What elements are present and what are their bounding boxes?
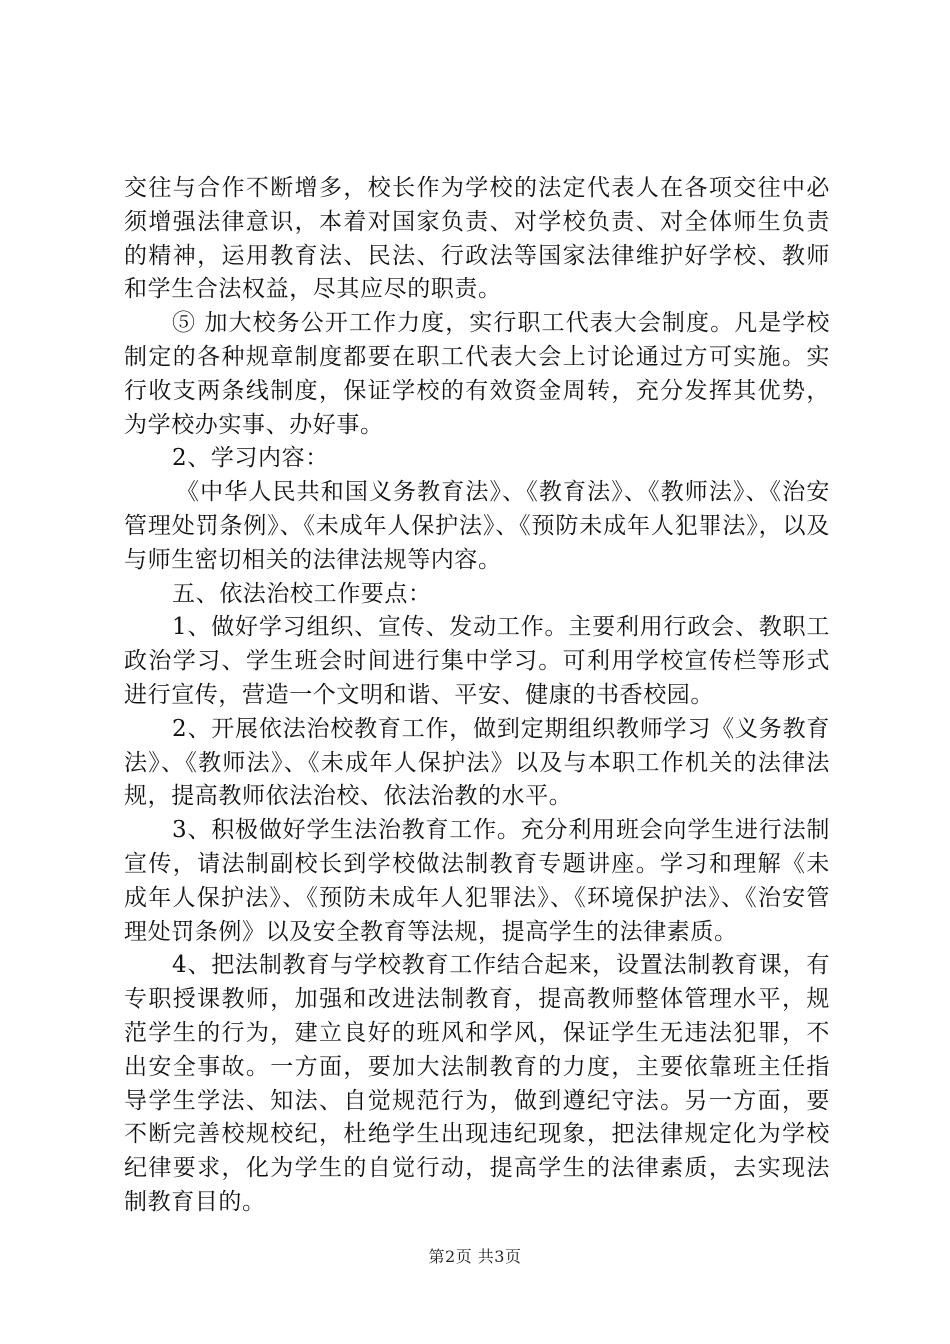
section-heading-5: 五、依法治校工作要点： — [172, 580, 432, 607]
document-body — [124, 172, 830, 1220]
paragraph-point-2: 2、开展依法治校教育工作，做到定期组织教师学习《义务教育法》、《教师法》、《未成年人保护法》以及与本职工作机关的法律法规，提高教师依法治校、依法治教的水平。 — [124, 715, 830, 810]
paragraph-item-5: ⑤ 加大校务公开工作力度，实行职工代表大会制度。凡是学校制定的各种规章制度都要在职工代表大会上讨论通过方可实施。实行收支两条线制度，保证学校的有效资金周转，充分发挥其优势，为学校办实事、办好事。 — [124, 310, 830, 438]
paragraph-law-list: 《中华人民共和国义务教育法》、《教育法》、《教师法》、《治安管理处罚条例》、《未成年人保护法》、《预防未成年人犯罪法》，以及与师生密切相关的法律法规等内容。 — [124, 479, 830, 573]
paragraph-point-3: 3、积极做好学生法治教育工作。充分利用班会向学生进行法制宣传，请法制副校长到学校做法制教育专题讲座。学习和理解《未成年人保护法》、《预防未成年人犯罪法》、《环境保护法》、《治安管理处罚条例》以及安全教育等法规，提高学生的法律素质。 — [124, 817, 830, 945]
page-footer: 第2页 共3页 — [428, 1247, 522, 1266]
paragraph-continuation: 交往与合作不断增多，校长作为学校的法定代表人在各项交往中必须增强法律意识，本着对国家负责、对学校负责、对全体师生负责的精神，运用教育法、民法、行政法等国家法律维护好学校、教师和学生合法权益，尽其应尽的职责。 — [124, 175, 830, 303]
paragraph-point-4: 4、把法制教育与学校教育工作结合起来，设置法制教育课，有专职授课教师，加强和改进法制教育，提高教师整体管理水平，规范学生的行为，建立良好的班风和学风，保证学生无违法犯罪，不出安全事故。一方面，要加大法制教育的力度，主要依靠班主任指导学生学法、知法、自觉规范行为，做到遵纪守法。另一方面，要不断完善校规校纪，杜绝学生出现违纪现象，把法律规定化为学校纪律要求，化为学生的自觉行动，提高学生的法律素质，去实现法制教育目的。 — [124, 952, 830, 1215]
paragraph-heading-study-content: 2、学习内容： — [172, 445, 329, 472]
paragraph-point-1: 1、做好学习组织、宣传、发动工作。主要利用行政会、教职工政治学习、学生班会时间进行集中学习。可利用学校宣传栏等形式进行宣传，营造一个文明和谐、平安、健康的书香校园。 — [124, 614, 830, 708]
